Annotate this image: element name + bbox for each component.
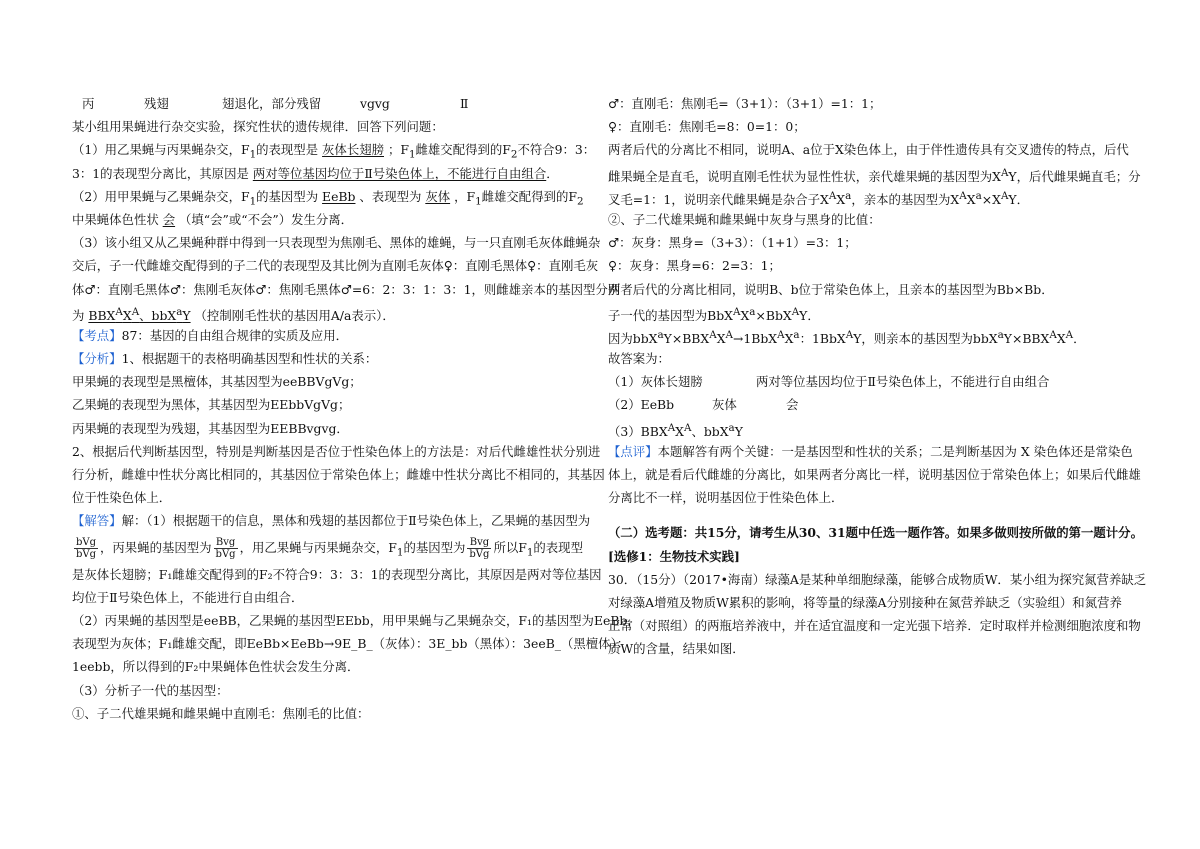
right-line-2: ♀：直刚毛：焦刚毛=8：0=1：0； — [608, 119, 806, 135]
answer-1-reason: 两对等位基因均位于Ⅱ号染色体上，不能进行自由组合 — [252, 165, 547, 181]
right-column — [608, 92, 1147, 661]
kaodian-tag: 【考点】 — [72, 327, 122, 343]
question-3-line-3: 体♂：直刚毛黑体♂：焦刚毛灰体♂：焦刚毛黑体♂=6：2：3：1：3：1，则雌雄亲本的基因型分别 — [72, 281, 621, 297]
answer-2-segregation: 会 — [162, 211, 176, 227]
question-2-line-2: 中果蝇体色性状 会 （填“会”或“不会”）发生分离． — [72, 211, 354, 227]
answer-summary-2: （2）EeBb 灰体 会 — [608, 397, 799, 413]
right-line-4: 雌果蝇全是直毛，说明直刚毛性状为显性性状，亲代雄果蝇的基因型为$X^AY$，后代雌果蝇直毛；分 — [608, 166, 1141, 184]
right-line-1: ♂：直刚毛：焦刚毛=（3+1）：（3+1）=1：1； — [608, 96, 882, 111]
fenxi-line-4: 丙果蝇的表现型为残翅，其基因型为EEBBvgvg． — [72, 420, 349, 436]
dianping-line-1: 【点评】本题解答有两个关键：一是基因型和性状的关系；二是判断基因为 X 染色体还是常染色 — [608, 443, 1133, 459]
question-1-line-1: （1）用乙果蝇与丙果蝇杂交，$F_1$的表现型是 灰体长翅膀 ；$F_1$雌雄交配得到的$F_2$不符合9：3： — [72, 142, 596, 161]
section-title: （二）选考题：共15分，请考生从30、31题中任选一题作答。如果多做则按所做的第一题计分。 — [608, 525, 1143, 541]
question-30-line-4: 质W的含量，结果如图． — [608, 641, 745, 657]
question-3-line-2: 交后，子一代雌雄交配得到的子二代的表现型及其比例为直刚毛灰体♀：直刚毛黑体♀：直刚毛灰 — [72, 258, 599, 274]
fenxi-line-5: 2、根据后代判断基因型，特别是判断基因是否位于性染色体上的方法是：对后代雌雄性状分别进 — [72, 443, 601, 459]
right-line-10: 子一代的基因型为$BbX^AX^a\times BbX^AY$． — [608, 305, 820, 323]
answer-1-phenotype: 灰体长翅膀 — [322, 142, 384, 158]
answer-summary-3: $(3)BBX^AX^A$、bbX$^a$Y — [608, 421, 743, 439]
fenxi-line-7: 位于性染色体上． — [72, 490, 172, 506]
answer-summary-1: （1）灰体长翅膀 两对等位基因均位于Ⅱ号染色体上，不能进行自由组合 — [608, 374, 1050, 390]
right-line-8: ♀：灰身：黑身=6：2=3：1； — [608, 258, 781, 274]
jieda-line-3: 是灰体长翅膀；F₁雌雄交配得到的F₂不符合9：3：3：1的表现型分离比，其原因是两对等位基因 — [72, 566, 602, 582]
dianping-tag: 【点评】 — [608, 443, 658, 459]
fenxi-line-1: 【分析】1、根据题干的表格明确基因型和性状的关系： — [72, 351, 378, 367]
answer-2-genotype: EeBb — [322, 188, 356, 204]
right-line-6: ②、子二代雄果蝇和雌果蝇中灰身与黑身的比值： — [608, 211, 881, 227]
jieda-line-7: 1eebb，所以得到的F₂中果蝇体色性状会发生分离． — [72, 659, 360, 675]
dianping-line-2: 体上，就是看后代雌雄的分离比，如果两者分离比一样，说明基因位于常染色体上；如果后代雌雄 — [608, 467, 1141, 482]
cell-strain: 丙 — [82, 96, 95, 111]
question-1-line-2: 3：1的表现型分离比，其原因是 两对等位基因均位于Ⅱ号染色体上，不能进行自由组合． — [72, 165, 559, 181]
question-30-line-3: 正常（对照组）的两瓶培养液中，并在适宜温度和一定光强下培养．定时取样并检测细胞浓度和物 — [608, 618, 1141, 634]
cell-description: 翅退化，部分残留 — [222, 96, 322, 111]
dianping-line-3: 分离比不一样，说明基因位于性染色体上． — [608, 490, 844, 506]
cell-trait: 残翅 — [144, 96, 169, 111]
jieda-line-9: ①、子二代雄果蝇和雌果蝇中直刚毛：焦刚毛的比值： — [72, 705, 370, 721]
question-3-line-4: 为 $BBX^AX^A$、bbX$^a$Y （控制刚毛性状的基因用A/a表示）． — [72, 305, 395, 323]
answer-3-genotypes: $BBX^AX^A$、bbX$^a$Y — [88, 305, 191, 323]
question-30-line-1: 30．（15分）（2017•海南）绿藻A是某种单细胞绿藻，能够合成物质W．某小组为探究氮营养缺乏 — [608, 571, 1147, 587]
answer-2-phenotype: 灰体 — [425, 188, 451, 204]
table-row-bing — [72, 92, 592, 115]
right-line-3: 两者后代的分离比不相同，说明A、a位于X染色体上，由于伴性遗传具有交叉遗传的特点，后代 — [608, 142, 1129, 158]
fenxi-line-3: 乙果蝇的表现型为黑体，其基因型为EEbbVgVg； — [72, 397, 351, 413]
kaodian-line: 【考点】87：基因的自由组合规律的实质及应用． — [72, 327, 348, 343]
jieda-line-8: （3）分析子一代的基因型： — [72, 682, 229, 698]
jieda-line-5: （2）丙果蝇的基因型是eeBB，乙果蝇的基因型EEbb，用甲果蝇与乙果蝇杂交，F₁的基因型为EeBb， — [72, 612, 640, 628]
right-line-11: 因为$bbX^aY\times BBX^AX^A\to 1BbX^AX^a$：1BbX$^A$Y，则亲本的基因型为$bbX^aY\times BBX^AX^A$． — [608, 328, 1086, 346]
jieda-fraction-line: $\frac{\text{bVg}}{\text{bVg}}$ ，丙果蝇的基因型为 $\frac{\text{Bvg}}{\text{bVg}}$ ，用乙果蝇与丙果蝇杂交，$F_1$的基因型为 $\frac{\text{Bvg}}{\text{bVg}}$ 所以$F_1$的表现型 — [76, 536, 583, 560]
right-line-5: 叉毛=1：1，说明亲代雌果蝇是杂合子$X^AX^a$，亲本的基因型为$X^AX^a\times X^AY$． — [608, 189, 1029, 207]
intro-text: 某小组用果蝇进行杂交实验，探究性状的遗传规律．回答下列问题： — [72, 119, 444, 135]
jieda-line-4: 均位于Ⅱ号染色体上，不能进行自由组合． — [72, 589, 304, 605]
answers-heading: 故答案为： — [608, 351, 670, 367]
right-line-7: ♂：灰身：黑身=（3+3）：（1+1）=3：1； — [608, 235, 857, 251]
section-subtitle: [选修1：生物技术实践] — [608, 548, 740, 564]
question-3-line-1: （3）该小组又从乙果蝇种群中得到一只表现型为焦刚毛、黑体的雄蝇，与一只直刚毛灰体雌蝇杂 — [72, 235, 601, 251]
genotype-fraction-f1: $\frac{\text{Bvg}}{\text{bVg}}$ — [469, 536, 490, 560]
genotype-fraction-bing: $\frac{\text{Bvg}}{\text{bVg}}$ — [215, 536, 236, 560]
fenxi-line-2: 甲果蝇的表现型是黑檀体，其基因型为eeBBVgVg； — [72, 374, 362, 390]
cell-genotype: vgvg — [360, 96, 390, 111]
jieda-tag: 【解答】 — [72, 513, 122, 529]
question-2-line-1: （2）用甲果蝇与乙果蝇杂交，$F_1$的基因型为 EeBb 、表现型为 灰体 ，$F_1$雌雄交配得到的$F_2$ — [72, 188, 584, 208]
genotype-fraction-yi: $\frac{\text{bVg}}{\text{bVg}}$ — [76, 536, 97, 560]
cell-chromosome: Ⅱ — [460, 96, 469, 111]
fenxi-line-6: 行分析，雌雄中性状分离比相同的，其基因位于常染色体上；雌雄中性状分离比不相同的，其基因 — [72, 467, 605, 482]
fenxi-tag: 【分析】 — [72, 351, 122, 367]
jieda-line-6: 表现型为灰体；F₁雌雄交配，即EeBb×EeBb→9E_B_（灰体）：3E_bb（黑体）：3eeB_（黑檀体）： — [72, 636, 630, 652]
right-line-9: 两者后代的分离比相同，说明B、b位于常染色体上，且亲本的基因型为Bb×Bb． — [608, 281, 1054, 297]
question-30-line-2: 对绿藻A增殖及物质W累积的影响，将等量的绿藻A分别接种在氮营养缺乏（实验组）和氮营养 — [608, 594, 1122, 610]
jieda-line-1: 【解答】解：（1）根据题干的信息，黑体和残翅的基因都位于Ⅱ号染色体上，乙果蝇的基因型为 — [72, 513, 591, 529]
